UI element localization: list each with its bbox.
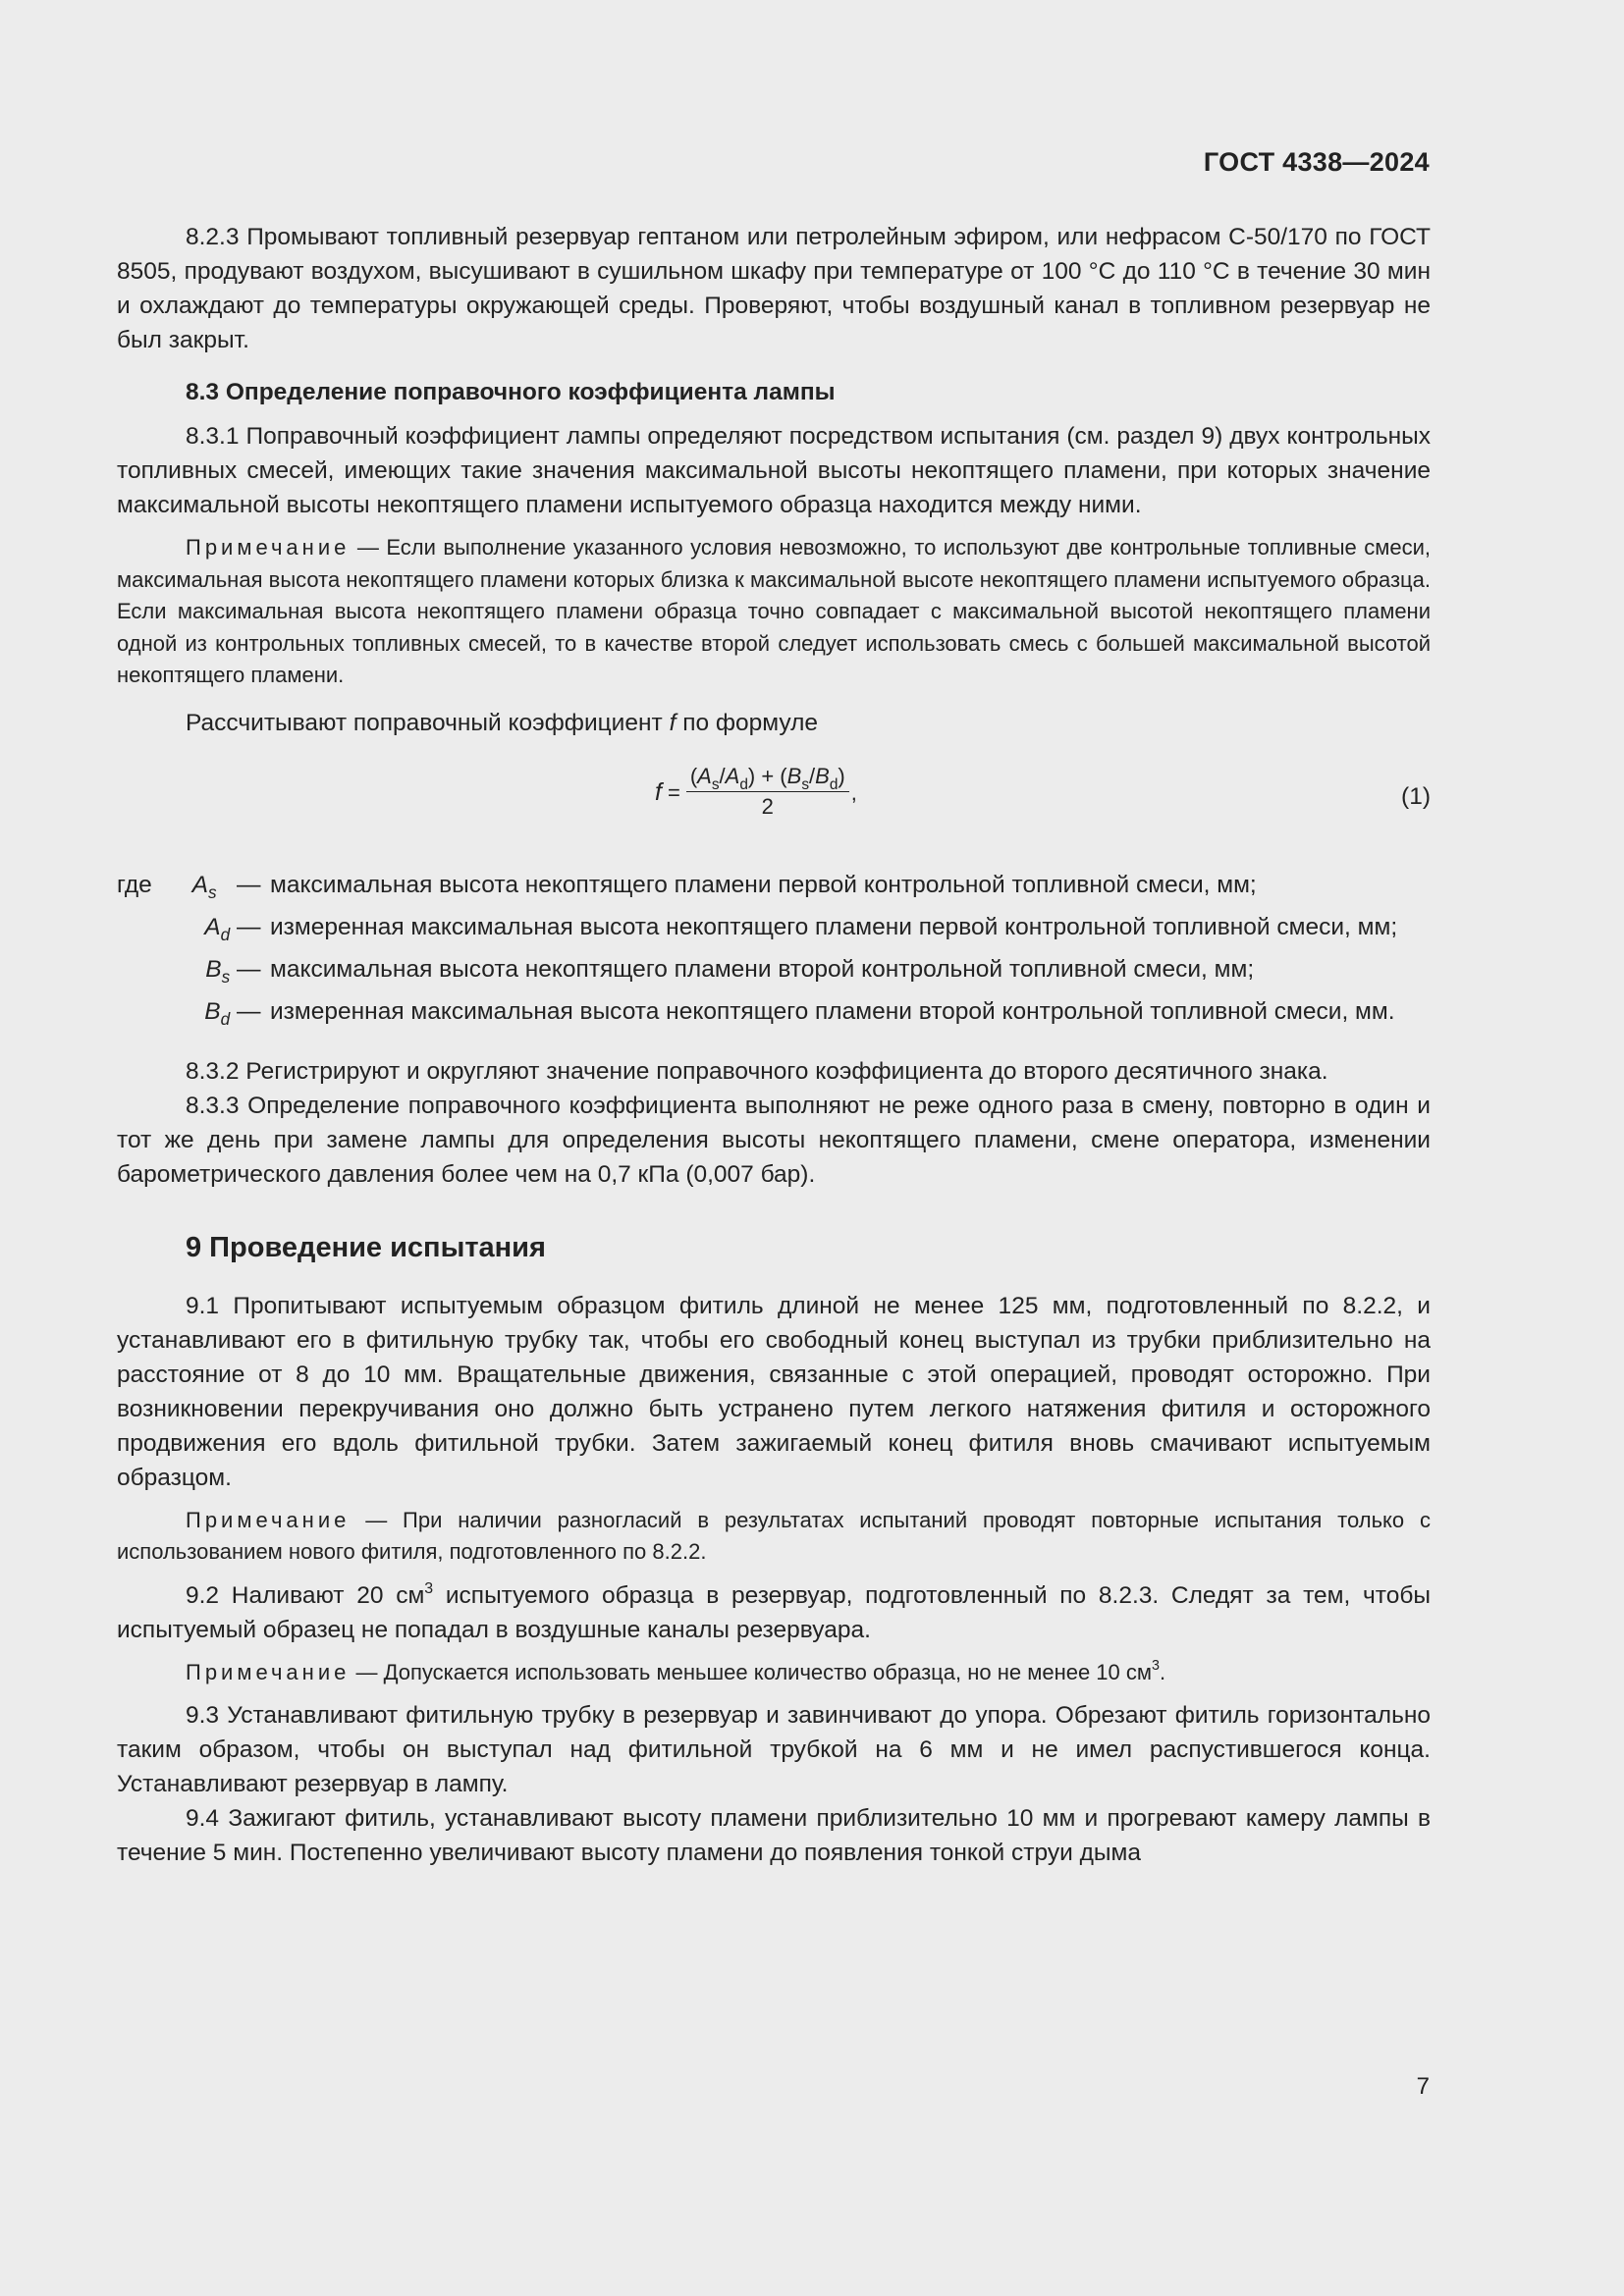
definition-dash: —: [237, 955, 261, 983]
note-label: Примечание: [186, 1507, 351, 1532]
superscript: 3: [1152, 1657, 1160, 1674]
page-body: [117, 220, 1431, 1870]
definition-text: максимальная высота некоптящего пламени первой контрольной топливной смеси, мм;: [270, 871, 1257, 898]
definition-item: [117, 994, 1431, 1029]
subheading-8-3: 8.3 Определение поправочного коэффициента лампы: [186, 379, 836, 405]
note-text: Допускается использовать меньшее количество образца, но не менее 10 см: [383, 1659, 1153, 1684]
definition-symbol: B: [205, 955, 222, 983]
note-label: Примечание: [186, 1659, 351, 1684]
note-dash: —: [350, 1507, 404, 1532]
definition-label: [117, 868, 237, 902]
section-heading-9: 9 Проведение испытания: [186, 1231, 546, 1263]
formula-numerator: $(A_s/A_d) + (B_s/B_d)$: [686, 764, 849, 792]
definition-subscript: d: [220, 1008, 231, 1029]
page-number: 7: [1416, 2073, 1430, 2100]
formula-intro-tail: по формуле: [682, 709, 819, 736]
paragraph-9-2: [117, 1578, 1431, 1647]
note-1: [117, 532, 1431, 692]
definition-subscript: s: [221, 966, 231, 987]
document-code: ГОСТ 4338—2024: [1203, 147, 1430, 177]
definition-label: [117, 952, 237, 987]
formula-denominator: 2: [761, 793, 774, 819]
formula-intro-text: Рассчитывают поправочный коэффициент: [186, 709, 663, 736]
formula-fraction: [686, 764, 849, 822]
definition-label: [117, 994, 237, 1029]
note-text: Если выполнение указанного условия невозможно, то используют две контрольные топливные смеси, максимальная высота некоптящего пламени которых близка к максимальной высоте некоптящего пламени испытуемого образца. Если максимальная высота некоптящего пламени образца точно совпадает с максимальной высотой некоптящего пламени одной из контрольных топливных смесей, то в качестве второй следует использовать смесь с большей максимальной высотой некоптящего пламени.: [117, 535, 1431, 687]
definition-dash: —: [237, 913, 261, 940]
note-dash: —: [350, 1659, 384, 1684]
definition-label: [117, 910, 237, 944]
formula-equals: =: [667, 779, 680, 805]
where-word: где: [117, 871, 152, 898]
paragraph-8-3-1: 8.3.1 Поправочный коэффициент лампы определяют посредством испытания (см. раздел 9) двух контрольных топливных смесей, имеющих такие значения максимальной высоты некоптящего пламени, при которых значение максимальной высоты некоптящего пламени испытуемого образца находится между ними.: [117, 423, 1431, 518]
formula-1: [117, 760, 1431, 836]
definition-subscript: s: [208, 881, 217, 902]
paragraph-8-2-3: 8.2.3 Промывают топливный резервуар гептаном или петролейным эфиром, или нефрасом С-50/170 по ГОСТ 8505, продувают воздухом, высушивают в сушильном шкафу при температуре от 100 °C до 110 °C в течение 30 мин и охлаждают до температуры окружающей среды. Проверяют, чтобы воздушный канал в топливном резервуар не был закрыт.: [117, 224, 1431, 353]
paragraph-9-3: 9.3 Устанавливают фитильную трубку в резервуар и завинчивают до упора. Обрезают фитиль горизонтально таким образом, чтобы он выступал над фитильной трубкой на 6 мм и не имел распустившегося конца. Устанавливают резервуар в лампу.: [117, 1702, 1431, 1797]
definition-symbol: B: [204, 997, 221, 1025]
definition-dash: —: [237, 871, 261, 898]
definition-text: измеренная максимальная высота некоптящего пламени второй контрольной топливной смеси, мм.: [270, 997, 1395, 1025]
definition-symbol: A: [191, 871, 208, 898]
paragraph-9-4: 9.4 Зажигают фитиль, устанавливают высоту пламени приблизительно 10 мм и прогревают камеру лампы в течение 5 мин. Постепенно увеличивают высоту пламени до появления тонкой струи дыма: [117, 1805, 1431, 1866]
definition-list: [117, 868, 1431, 1029]
definition-item: [117, 868, 1431, 902]
definition-dash: —: [237, 997, 261, 1025]
paragraph-9-2-end: испытуемого образца в резервуар, подготовленный по 8.2.3. Следят за тем, чтобы испытуемый образец не попадал в воздушные каналы резервуара.: [117, 1581, 1431, 1643]
formula-intro: [117, 706, 1431, 740]
paragraph-8-3-2: 8.3.2 Регистрируют и округляют значение поправочного коэффициента до второго десятичного знака.: [186, 1057, 1328, 1085]
definition-text: максимальная высота некоптящего пламени второй контрольной топливной смеси, мм;: [270, 955, 1255, 983]
paragraph-9-1: 9.1 Пропитывают испытуемым образцом фитиль длиной не менее 125 мм, подготовленный по 8.2.2, и устанавливают его в фитильную трубку так, чтобы его свободный конец выступал из трубки приблизительно на расстояние от 8 до 10 мм. Вращательные движения, связанные с этой операцией, проводят осторожно. При возникновении перекручивания оно должно быть устранено путем легкого натяжения фитиля и осторожного продвижения его вдоль фитильной трубки. Затем зажигаемый конец фитиля вновь смачивают испытуемым образцом.: [117, 1292, 1431, 1491]
definition-subscript: d: [220, 924, 231, 944]
definition-symbol: A: [204, 913, 221, 940]
note-label: Примечание: [186, 535, 351, 560]
note-dash: —: [350, 535, 387, 560]
note-text: При наличии разногласий в результатах испытаний проводят повторные испытания только с использованием нового фитиля, подготовленного по 8.2.2.: [117, 1507, 1431, 1564]
formula-lhs: f: [655, 777, 662, 806]
note-end: .: [1159, 1659, 1166, 1684]
formula-intro-var: f: [669, 709, 677, 736]
superscript: 3: [424, 1579, 434, 1597]
note-3: [117, 1657, 1431, 1689]
definition-text: измеренная максимальная высота некоптящего пламени первой контрольной топливной смеси, мм;: [270, 913, 1398, 940]
definition-item: [117, 910, 1431, 944]
note-2: [117, 1505, 1431, 1569]
formula-expression: [655, 764, 857, 822]
definition-item: [117, 952, 1431, 987]
formula-number: (1): [1401, 782, 1431, 810]
paragraph-9-2-start: 9.2 Наливают 20 см: [186, 1581, 425, 1609]
paragraph-8-3-3: 8.3.3 Определение поправочного коэффициента выполняют не реже одного раза в смену, повторно в один и тот же день при замене лампы для определения высоты некоптящего пламени, смене оператора, изменении барометрического давления более чем на 0,7 кПа (0,007 бар).: [117, 1092, 1431, 1188]
formula-comma: ,: [850, 779, 857, 805]
